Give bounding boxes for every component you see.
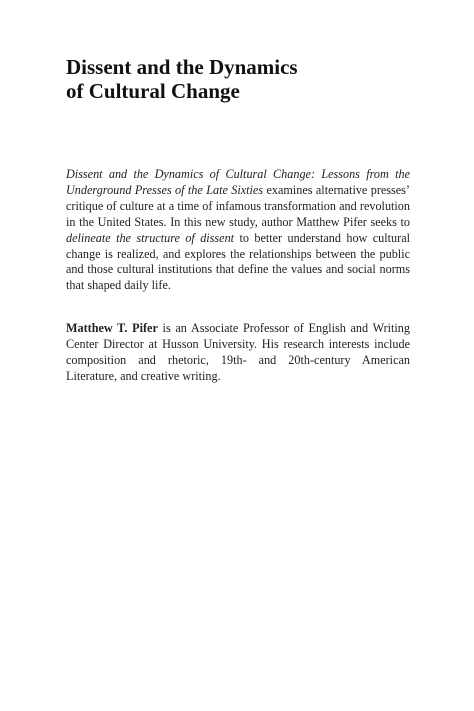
book-title-italic: Dissent and the Dynamics of Cultural Change: Lessons from the Underground Presses of the Late Sixties bbox=[66, 167, 410, 197]
description-text-2: to better understand how cultural change is realized, and explores the relationships between the public and those cultural institutions that define the values and social norms that shaped daily life. bbox=[66, 230, 410, 293]
description-text-1: examines alternative presses’ critique of culture at a time of infamous transformation and revolution in the United States. In this new study, author Matthew Pifer seeks to bbox=[66, 182, 410, 229]
description-italic-phrase: delineate the structure of dissent bbox=[66, 230, 235, 245]
author-bio-text: is an Associate Professor of English and Writing Center Director at Husson University. His research interests include composition and rhetoric, 19th- and 20th-century American Literature, and creative writing. bbox=[66, 321, 410, 383]
book-description bbox=[66, 167, 410, 294]
author-bio bbox=[66, 321, 410, 385]
title-line-2: of Cultural Change bbox=[66, 79, 240, 103]
author-name: Matthew T. Pifer bbox=[66, 321, 158, 335]
page-title bbox=[66, 55, 426, 103]
title-line-1: Dissent and the Dynamics bbox=[66, 55, 298, 79]
